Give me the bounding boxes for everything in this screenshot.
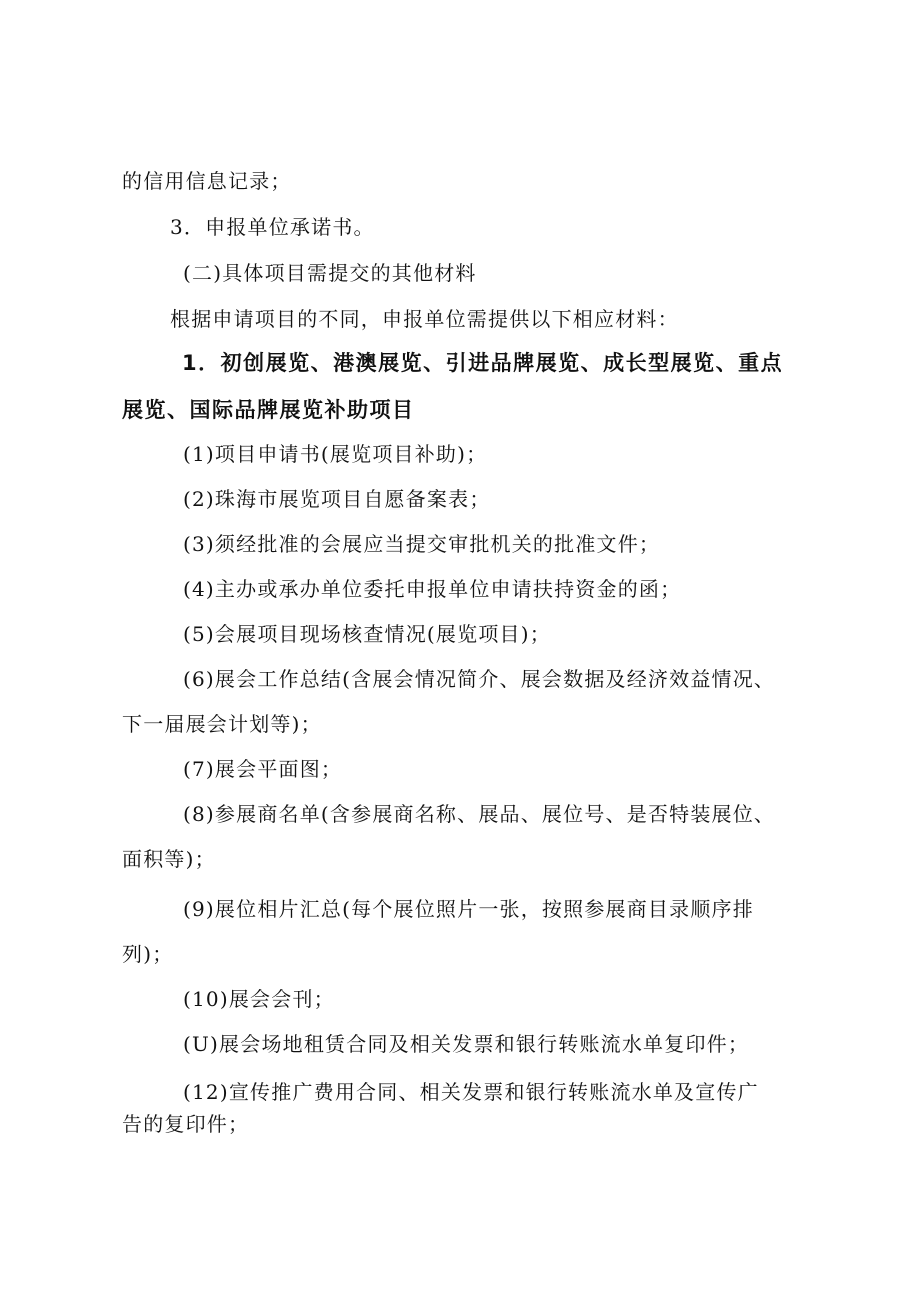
list-item-7: (7)展会平面图； <box>183 757 343 781</box>
list-item-2: (2)珠海市展览项目自愿备案表； <box>183 487 491 511</box>
list-item-11: (U)展会场地租赁合同及相关发票和银行转账流水单复印件； <box>183 1032 750 1056</box>
list-item-6-cont: 下一届展会计划等)； <box>122 712 322 736</box>
list-item-9-cont: 列)； <box>122 942 174 966</box>
list-item-12: (12)宣传推广费用合同、相关发票和银行转账流水单及宣传广 <box>183 1080 759 1104</box>
text-line-intro: 根据申请项目的不同，申报单位需提供以下相应材料： <box>170 307 679 331</box>
bold-heading-line-1: 1．初创展览、港澳展览、引进品牌展览、成长型展览、重点 <box>182 351 784 375</box>
list-item-8: (8)参展商名单(含参展商名称、展品、展位号、是否特装展位、 <box>183 802 776 826</box>
list-item-3: (3)须经批准的会展应当提交审批机关的批准文件； <box>183 532 661 556</box>
list-item-9: (9)展位相片汇总(每个展位照片一张，按照参展商目录顺序排 <box>183 897 754 921</box>
section-heading-2: (二)具体项目需提交的其他材料 <box>183 261 477 285</box>
list-item-6: (6)展会工作总结(含展会情况简介、展会数据及经济效益情况、 <box>183 667 776 691</box>
list-item-10: (10)展会会刊； <box>183 987 335 1011</box>
text-line-credit-record: 的信用信息记录； <box>122 169 292 193</box>
list-item-1: (1)项目申请书(展览项目补助)； <box>183 442 488 466</box>
bold-heading-line-2: 展览、国际品牌展览补助项目 <box>122 398 415 422</box>
list-item-4: (4)主办或承办单位委托申报单位申请扶持资金的函； <box>183 577 682 601</box>
text-line-item-3: 3．申报单位承诺书。 <box>170 215 375 239</box>
list-item-12-cont: 告的复印件； <box>122 1112 250 1136</box>
list-item-8-cont: 面积等)； <box>122 847 216 871</box>
list-item-5: (5)会展项目现场核查情况(展览项目)； <box>183 622 551 646</box>
